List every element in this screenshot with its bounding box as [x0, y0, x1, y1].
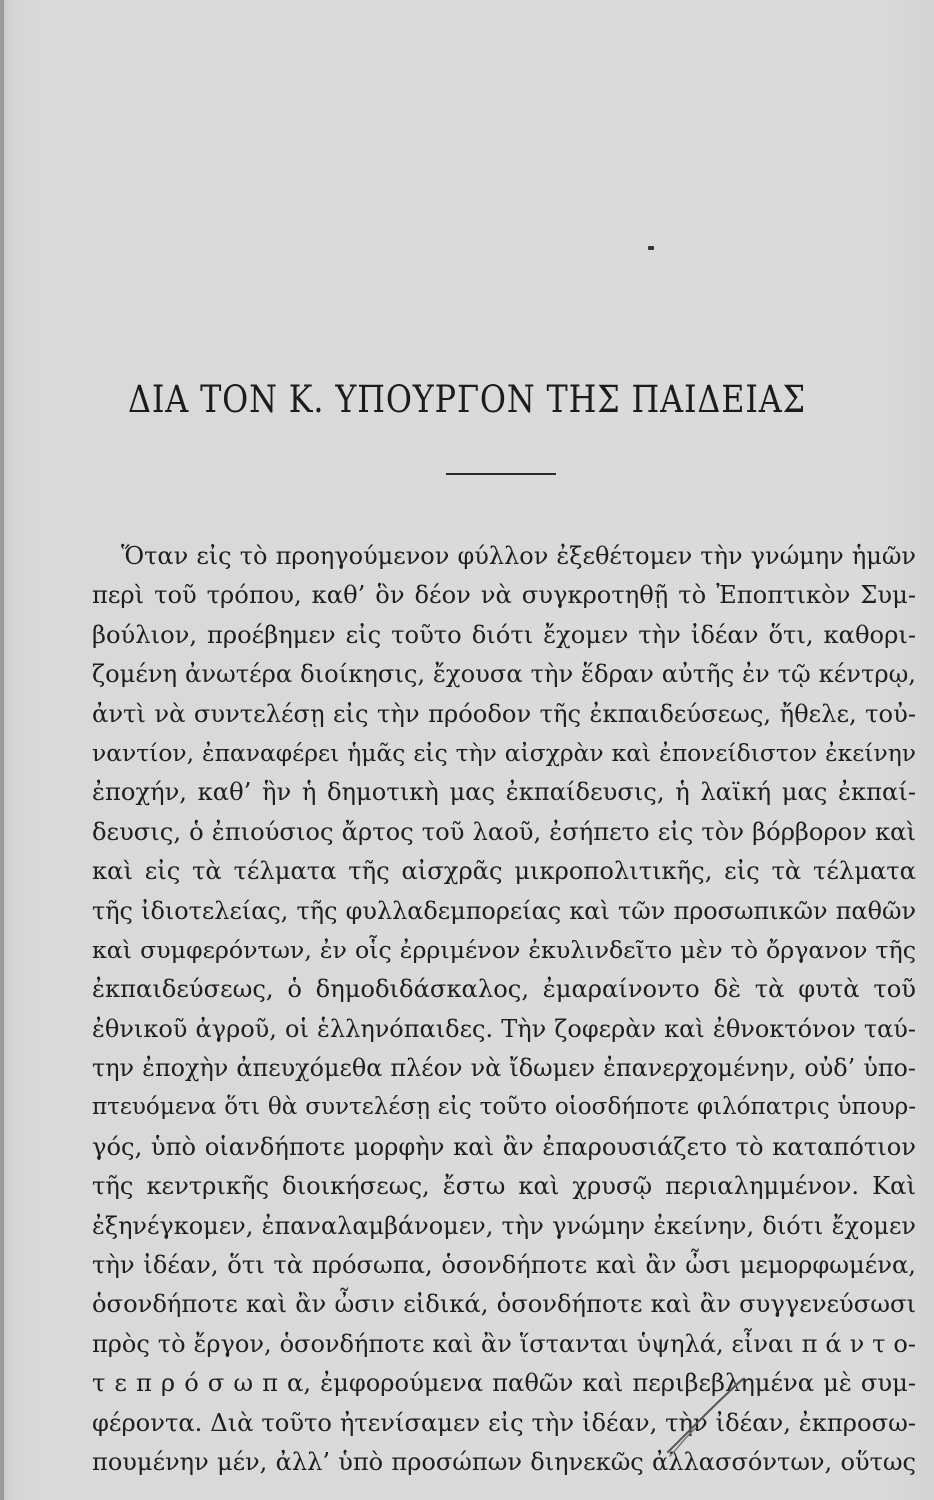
- text-line: τῆς κεντρικῆς διοικήσεως, ἔστω καὶ χρυσῷ περιαλημμένον. Καὶ: [92, 1172, 916, 1201]
- text-line: ζομένη ἀνωτέρα διοίκησις, ἔχουσα τὴν ἕδραν αὐτῆς ἐν τῷ κέντρῳ,: [92, 660, 916, 689]
- title-rule: [446, 473, 556, 475]
- page-title: ΔΙΑ ΤΟΝ Κ. ΥΠΟΥΡΓΟΝ ΤΗΣ ΠΑΙΔΕΙΑΣ: [128, 378, 806, 421]
- text-line: γός, ὑπὸ οἱανδήποτε μορφὴν καὶ ἂν ἐπαρουσιάζετο τὸ καταπότιον: [92, 1132, 916, 1161]
- text-line: περὶ τοῦ τρόπου, καθ’ ὃν δέον νὰ συγκροτηθῇ τὸ Ἐποπτικὸν Συμ-: [92, 581, 916, 610]
- text-line: Ὅταν εἰς τὸ προηγούμενον φύλλον ἐξεθέτομεν τὴν γνώμην ἡμῶν: [121, 542, 916, 570]
- text-line: πουμένην μέν, ἀλλ’ ὑπὸ προσώπων διηνεκῶς ἀλλασσόντων, οὕτως: [92, 1447, 916, 1476]
- text-line: ναντίον, ἐπαναφέρει ἡμᾶς εἰς τὴν αἰσχρὰν καὶ ἐπονείδιστον ἐκείνην: [92, 738, 916, 767]
- article-body: [92, 537, 916, 1482]
- text-line: τῆς ἰδιοτελείας, τῆς φυλλαδεμπορείας καὶ τῶν προσωπικῶν παθῶν: [92, 896, 916, 925]
- text-line: δευσις, ὁ ἐπιούσιος ἄρτος τοῦ λαοῦ, ἐσήπετο εἰς τὸν βόρβορον καὶ: [92, 817, 916, 846]
- text-line: ἐξηνέγκομεν, ἐπαναλαμβάνομεν, τὴν γνώμην ἐκείνην, διότι ἔχομεν: [92, 1211, 916, 1240]
- text-line: καὶ συμφερόντων, ἐν οἷς ἐρριμένον ἐκυλινδεῖτο μὲν τὸ ὄργανον τῆς: [92, 935, 916, 964]
- text-line: την ἐποχὴν ἀπευχόμεθα πλέον νὰ ἴδωμεν ἐπανερχομένην, οὐδ’ ὑπο-: [92, 1054, 916, 1083]
- text-line: πρὸς τὸ ἔργον, ὁσονδήποτε καὶ ἂν ἵστανται ὑψηλά, εἶναι π ά ν τ ο-: [92, 1329, 916, 1358]
- text-line: τὴν ἰδέαν, ὅτι τὰ πρόσωπα, ὁσονδήποτε καὶ ἂν ὦσι μεμορφωμένα,: [92, 1251, 916, 1280]
- text-line: ἐποχήν, καθ’ ἣν ἡ δημοτικὴ μας ἐκπαίδευσις, ἡ λαϊκή μας ἐκπαί-: [92, 778, 916, 807]
- ink-speck: [648, 246, 654, 250]
- text-line: τ ε π ρ ό σ ω π α, ἐμφορούμενα παθῶν καὶ περιβεβλημένα μὲ συμ-: [92, 1369, 916, 1398]
- pencil-mark: [660, 1370, 750, 1460]
- text-line: ἐκπαιδεύσεως, ὁ δημοδιδάσκαλος, ἐμαραίνοντο δὲ τὰ φυτὰ τοῦ: [92, 975, 916, 1004]
- text-line: ἀντὶ νὰ συντελέσῃ εἰς τὴν πρόοδον τῆς ἐκπαιδεύσεως, ἤθελε, τοὐ-: [92, 699, 916, 728]
- text-line: καὶ εἰς τὰ τέλματα τῆς αἰσχρᾶς μικροπολιτικῆς, εἰς τὰ τέλματα: [92, 857, 916, 886]
- text-line: φέροντα. Διὰ τοῦτο ἠτενίσαμεν εἰς τὴν ἰδέαν, τὴν ἰδέαν, ἐκπροσω-: [92, 1408, 916, 1437]
- text-line: πτευόμενα ὅτι θὰ συντελέσῃ εἰς τοῦτο οἱοσδήποτε φιλόπατρις ὑπουρ-: [92, 1094, 916, 1121]
- text-line: ἐθνικοῦ ἀγροῦ, οἱ ἑλληνόπαιδες. Τὴν ζοφερὰν καὶ ἐθνοκτόνον ταύ-: [92, 1014, 916, 1043]
- text-line: ὁσονδήποτε καὶ ἂν ὦσιν εἰδικά, ὁσονδήποτε καὶ ἂν συγγενεύσωσι: [92, 1290, 916, 1319]
- text-line: βούλιον, προέβημεν εἰς τοῦτο διότι ἔχομεν τὴν ἰδέαν ὅτι, καθορι-: [92, 620, 916, 649]
